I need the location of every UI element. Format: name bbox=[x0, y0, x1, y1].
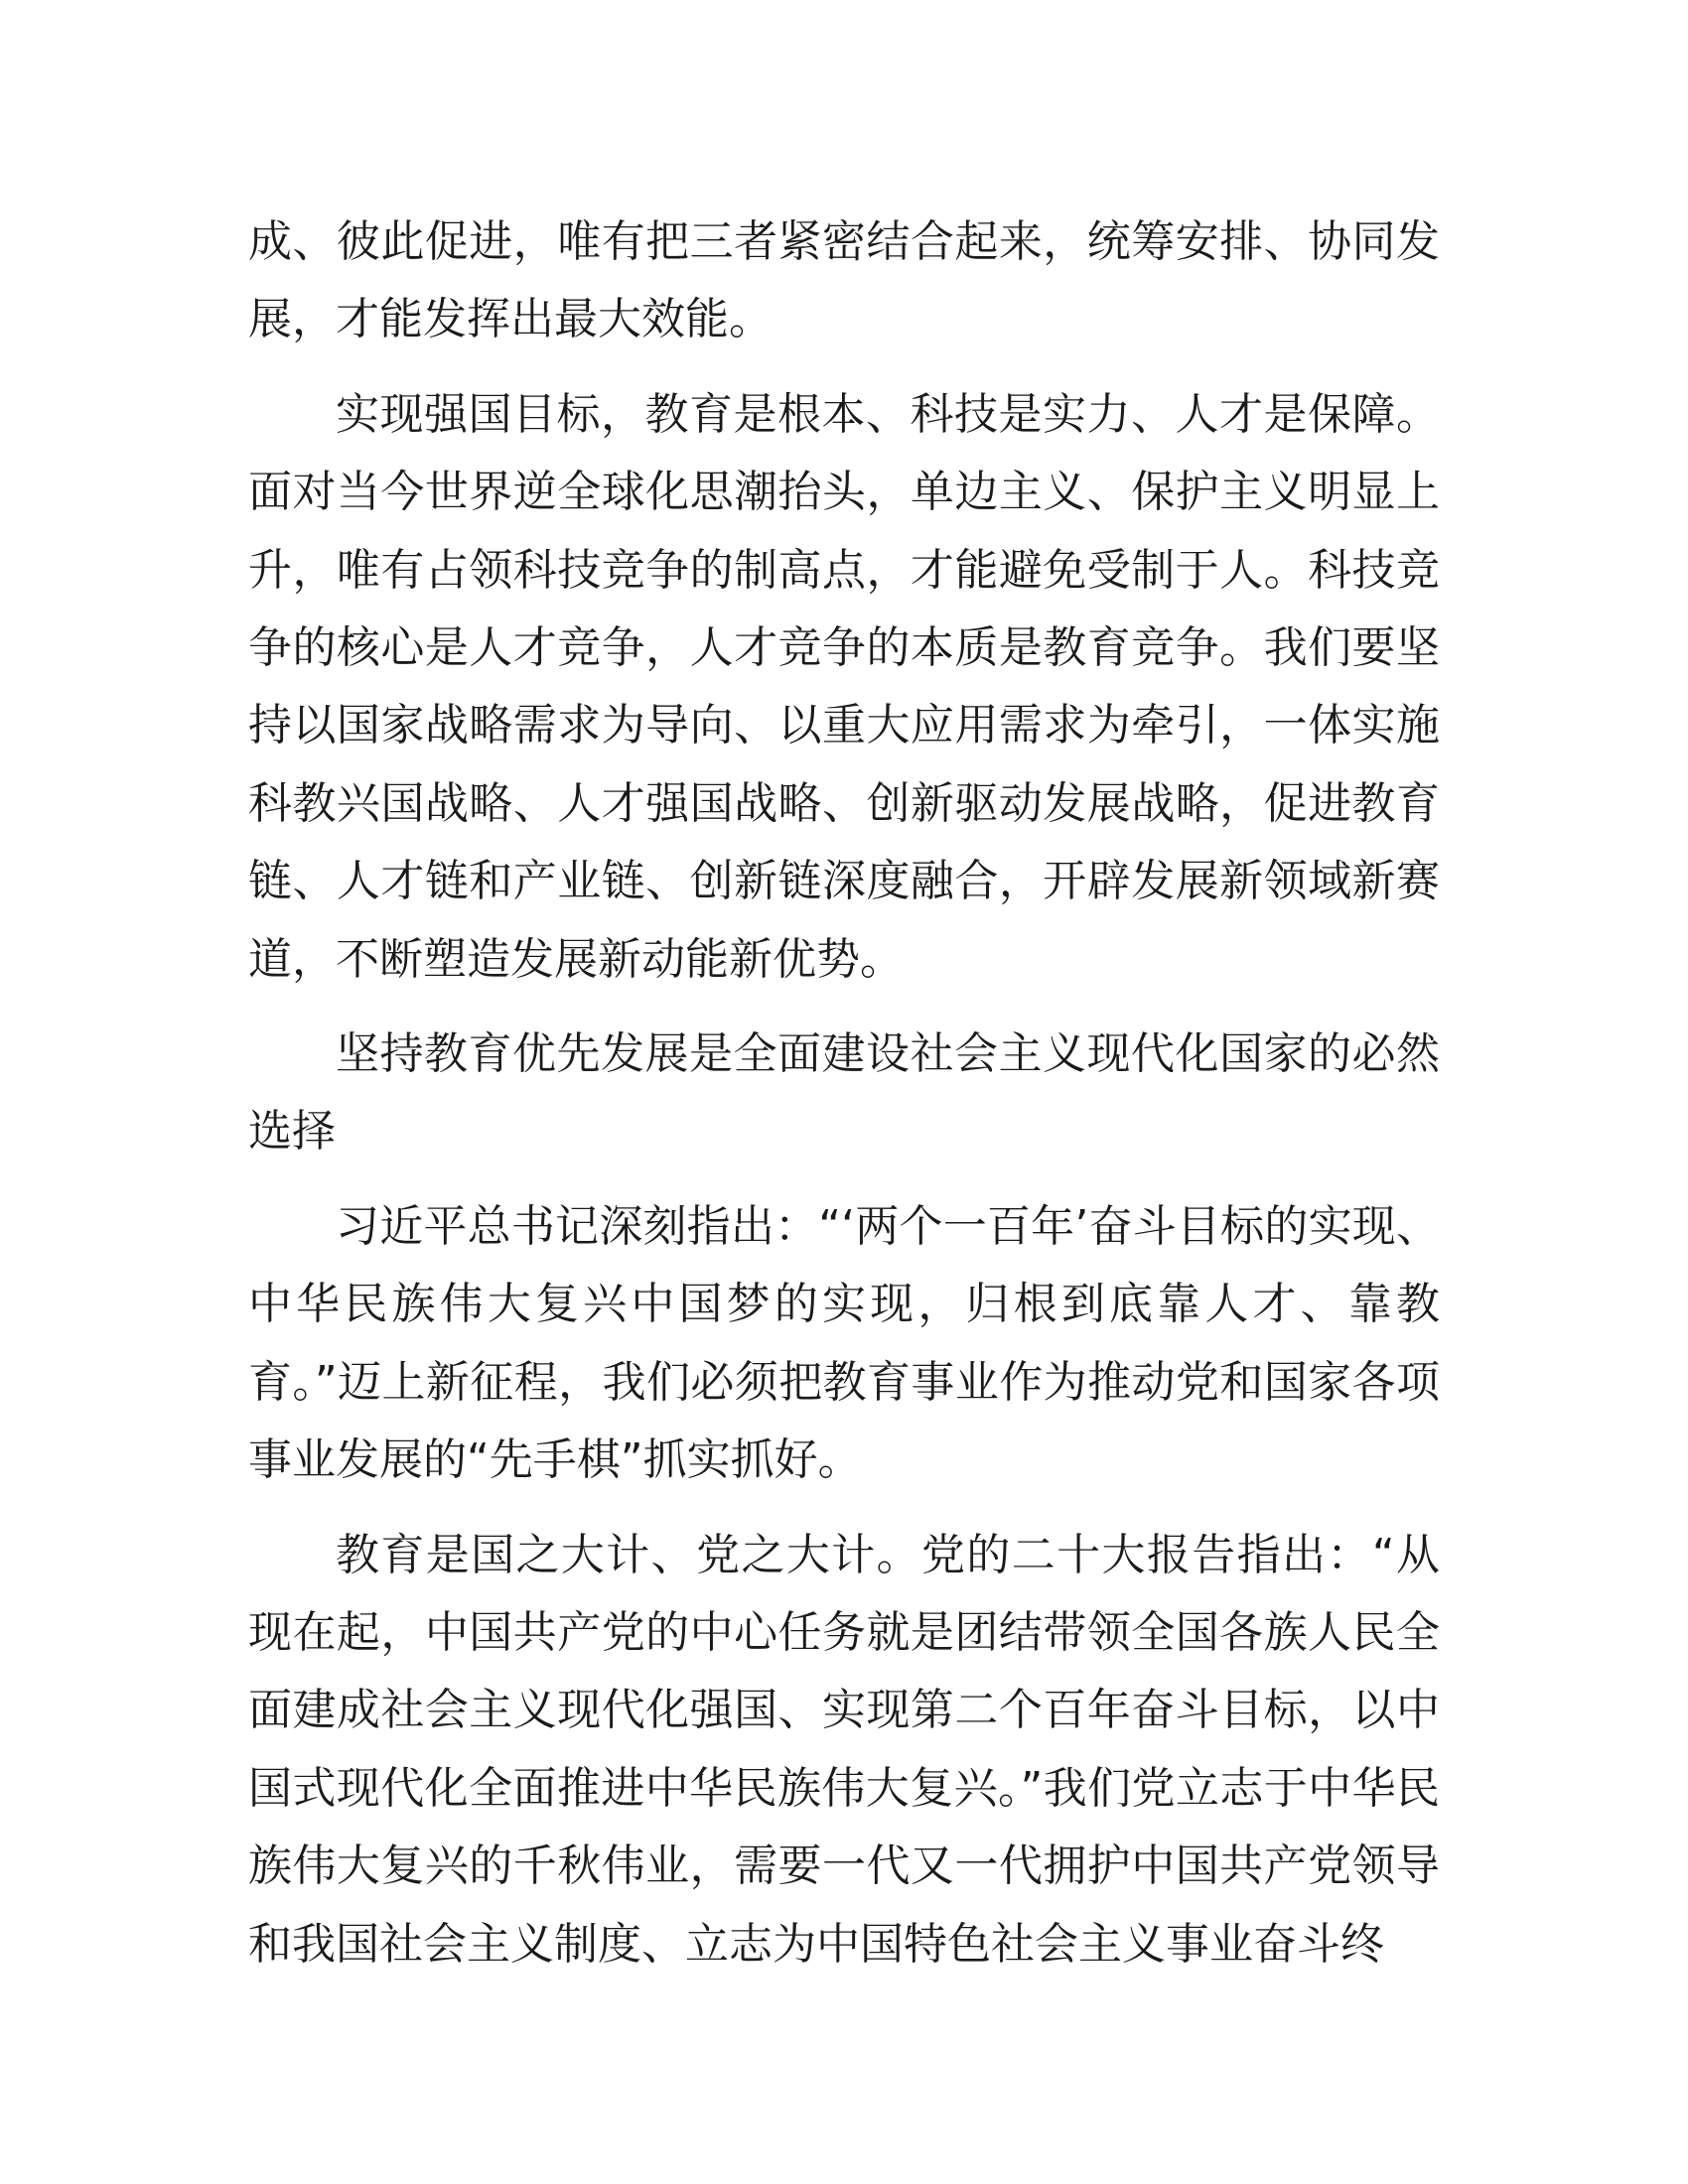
paragraph-continuation: 成、彼此促进，唯有把三者紧密结合起来，统筹安排、协同发展，才能发挥出最大效能。 bbox=[248, 216, 1440, 345]
section-heading-education-priority: 坚持教育优先发展是全面建设社会主义现代化国家的必然选择 bbox=[248, 1028, 1440, 1158]
document-body bbox=[248, 204, 1440, 1983]
paragraph-party-congress-report: 教育是国之大计、党之大计。党的二十大报告指出：“从现在起，中国共产党的中心任务就是团结带领全国各族人民全面建成社会主义现代化强国、实现第二个百年奋斗目标，以中国式现代化全面推进中华民族伟大复兴。”我们党立志于中华民族伟大复兴的千秋伟业，需要一代又一代拥护中国共产党领导和我国社会主义制度、立志为中国特色社会主义事业奋斗终 bbox=[248, 1529, 1440, 1970]
paragraph-strong-nation-goal: 实现强国目标，教育是根本、科技是实力、人才是保障。面对当今世界逆全球化思潮抬头，单边主义、保护主义明显上升，唯有占领科技竞争的制高点，才能避免受制于人。科技竞争的核心是人才竞争，人才竞争的本质是教育竞争。我们要坚持以国家战略需求为导向、以重大应用需求为牵引，一体实施科教兴国战略、人才强国战略、创新驱动发展战略，促进教育链、人才链和产业链、创新链深度融合，开辟发展新领域新赛道，不断塑造发展新动能新优势。 bbox=[248, 388, 1440, 985]
paragraph-xi-quote: 习近平总书记深刻指出：“‘两个一百年’奋斗目标的实现、中华民族伟大复兴中国梦的实现，归根到底靠人才、靠教育。”迈上新征程，我们必须把教育事业作为推动党和国家各项事业发展的“先手棋”抓实抓好。 bbox=[248, 1200, 1440, 1486]
